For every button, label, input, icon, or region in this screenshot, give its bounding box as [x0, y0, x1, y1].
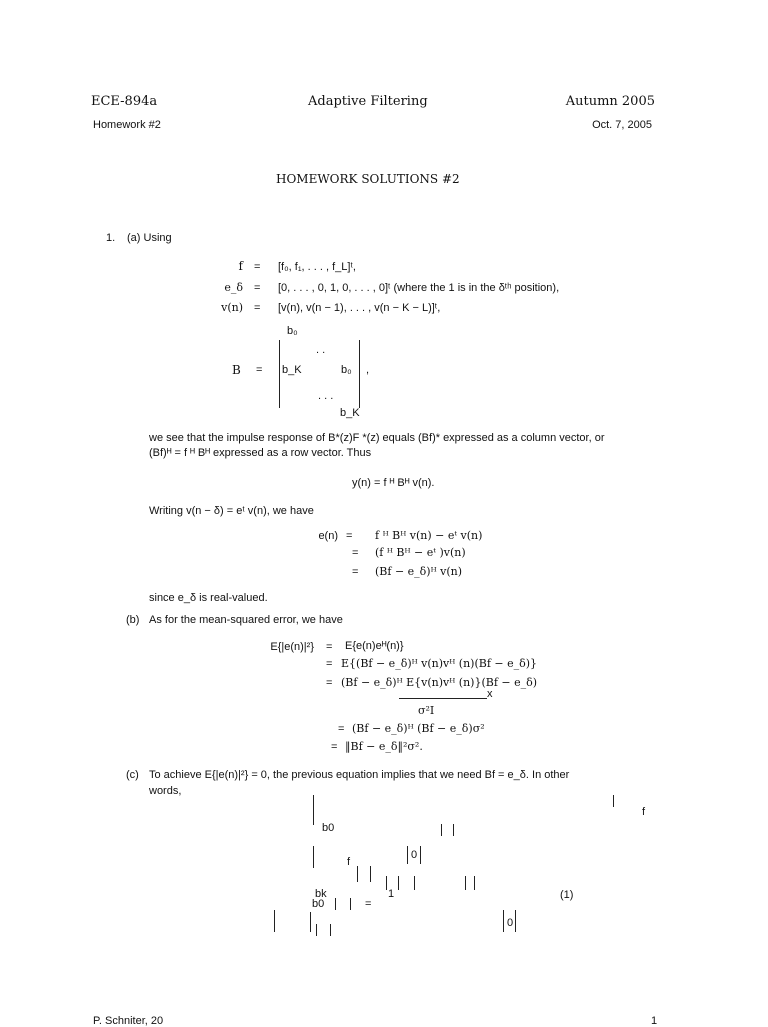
since-line: since e_δ is real-valued. — [149, 592, 268, 604]
matrix-lhs: B — [232, 363, 241, 377]
final-mark-5 — [420, 846, 421, 864]
final-mark-10 — [414, 876, 415, 890]
def-lhs-e: e_δ — [224, 281, 243, 294]
final-bk: bk — [315, 888, 327, 900]
mse-eq-2: = — [326, 658, 333, 670]
en-eq-1: = — [346, 530, 353, 542]
writing-line: Writing v(n − δ) = eᵗ v(n), we have — [149, 505, 314, 517]
final-mark-6 — [357, 866, 358, 882]
final-one: 1 — [388, 888, 395, 900]
matrix-b0-top: b₀ — [287, 325, 298, 337]
mse-eq-4: = — [338, 723, 345, 735]
footer-left: P. Schniter, 20 — [93, 1015, 164, 1027]
final-b0-a: b0 — [322, 822, 335, 834]
def-lhs-v: v(n) — [221, 301, 243, 314]
def-rhs-e: [0, . . . , 0, 1, 0, . . . , 0]ᵗ (where the 1 is in the δᵗʰ position), — [278, 282, 560, 294]
def-rhs-v: [v(n), v(n − 1), . . . , v(n − K − L)]ᵗ, — [278, 302, 441, 314]
underbrace-x: x — [487, 688, 493, 700]
mse-rhs-1: E{e(n)eᴴ(n)} — [345, 640, 404, 652]
mse-rhs-5: ‖Bf − e_δ‖²σ². — [345, 740, 423, 753]
date: Oct. 7, 2005 — [592, 119, 652, 131]
matrix-dots-2: . . . — [318, 390, 334, 402]
final-f: f — [642, 806, 646, 818]
final-right-bracket-top — [613, 795, 614, 807]
mse-lhs: E{|e(n)|²} — [270, 641, 314, 653]
en-rhs-3: (Bf − e_δ)ᴴ v(n) — [375, 565, 463, 578]
def-eq-f: = — [254, 261, 261, 273]
part-b-label: (b) — [126, 614, 140, 626]
final-b0-b: b0 — [312, 898, 325, 910]
def-rhs-f: [f₀, f₁, . . . , f_L]ᵗ, — [278, 261, 356, 273]
final-mark-3 — [313, 846, 314, 868]
matrix-right-bracket — [359, 340, 360, 408]
def-lhs-f: f — [238, 259, 243, 273]
final-mark-17 — [503, 910, 504, 932]
para1-line2: (Bf)ᴴ = f ᴴ Bᴴ expressed as a row vector. Thus — [149, 447, 372, 459]
final-f-sub: f — [347, 856, 351, 868]
matrix-eq: = — [256, 364, 263, 376]
mse-rhs-4: (Bf − e_δ)ᴴ (Bf − e_δ)σ² — [352, 722, 485, 735]
sigma-identity: σ²I — [418, 704, 435, 717]
final-mark-19 — [316, 924, 317, 936]
equation-y: y(n) = f ᴴ Bᴴ v(n). — [352, 477, 435, 489]
final-mark-15 — [274, 910, 275, 932]
def-eq-v: = — [254, 302, 261, 314]
def-eq-e: = — [254, 282, 261, 294]
en-rhs-2: (f ᴴ Bᴴ − eᵗ )v(n) — [375, 546, 466, 559]
mse-eq-3: = — [326, 677, 333, 689]
part-c-line2: words, — [149, 785, 182, 797]
section-title: HOMEWORK SOLUTIONS #2 — [276, 172, 460, 186]
final-mark-12 — [474, 876, 475, 890]
final-eq: = — [365, 898, 372, 910]
mse-rhs-2: E{(Bf − e_δ)ᴴ v(n)vᴴ (n)(Bf − e_δ)} — [341, 657, 538, 670]
final-mark-7 — [370, 866, 371, 882]
course-code: ECE-894a — [91, 94, 158, 109]
footer-page: 1 — [651, 1015, 658, 1027]
part-b-text: As for the mean-squared error, we have — [149, 614, 343, 626]
course-title: Adaptive Filtering — [308, 94, 428, 109]
final-mark-13 — [335, 898, 336, 910]
final-mark-18 — [515, 910, 516, 932]
mse-eq-5: = — [331, 741, 338, 753]
part-c-label: (c) — [126, 769, 139, 781]
homework-label: Homework #2 — [93, 119, 161, 131]
final-mark-20 — [330, 924, 331, 936]
final-left-bracket-top — [313, 795, 314, 825]
final-mark-9 — [398, 876, 399, 890]
final-zero-1: 0 — [411, 849, 418, 861]
part-c-line1: To achieve E{|e(n)|²} = 0, the previous equation implies that we need Bf = e_δ. In other — [149, 769, 570, 781]
final-mark-16 — [310, 912, 311, 932]
matrix-bK-mid: b_K — [282, 364, 302, 376]
term: Autumn 2005 — [565, 94, 655, 109]
en-eq-3: = — [352, 566, 359, 578]
final-mark-2 — [453, 824, 454, 836]
final-mark-1 — [441, 824, 442, 836]
en-lhs: e(n) — [318, 530, 338, 542]
underbrace — [399, 698, 487, 699]
part-a-label: (a) Using — [127, 232, 172, 244]
mse-rhs-3: (Bf − e_δ)ᴴ E{v(n)vᴴ (n)}(Bf − e_δ) — [341, 676, 538, 689]
final-mark-8 — [386, 876, 387, 890]
matrix-dots-1: . . — [316, 344, 326, 356]
matrix-b0-mid: b₀ — [341, 364, 352, 376]
mse-eq-1: = — [326, 641, 333, 653]
matrix-left-bracket — [279, 340, 280, 408]
final-mark-4 — [407, 846, 408, 864]
final-zero-2: 0 — [507, 917, 514, 929]
en-rhs-1: f ᴴ Bᴴ v(n) − eᵗ v(n) — [375, 529, 483, 542]
final-mark-14 — [350, 898, 351, 910]
matrix-comma: , — [366, 364, 370, 376]
matrix-bK-bot: b_K — [340, 407, 360, 419]
equation-number: (1) — [560, 889, 574, 901]
final-mark-11 — [465, 876, 466, 890]
para1-line1: we see that the impulse response of B*(z)F *(z) equals (Bf)* expressed as a column vector, or — [149, 432, 605, 444]
problem-number: 1. — [106, 232, 116, 244]
en-eq-2: = — [352, 547, 359, 559]
